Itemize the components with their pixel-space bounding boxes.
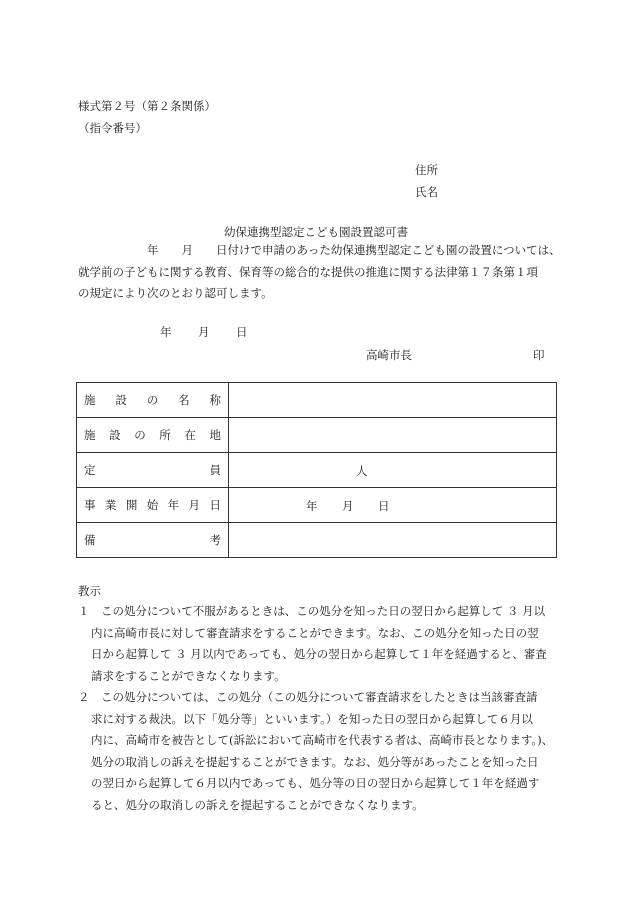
label-spread <box>84 532 221 548</box>
notice-line <box>78 687 558 709</box>
command-number: （指令番号） <box>78 121 147 135</box>
label-char: 事 <box>84 498 96 512</box>
notice-line: 内に高崎市長に対して審査請求をすることができます。なお、この処分を知った日の翌 <box>91 625 539 640</box>
label-char: 所 <box>159 428 171 442</box>
label-char: 施 <box>84 393 96 407</box>
date-year: 年 <box>160 325 172 339</box>
start-date-value <box>229 488 557 523</box>
label-char: 設 <box>115 393 127 407</box>
label-char: 地 <box>209 428 221 442</box>
label-char: 月 <box>188 498 201 512</box>
label-char: 備 <box>84 533 96 547</box>
label-spread <box>84 392 221 408</box>
label-char: の <box>134 428 146 442</box>
label-char: 施 <box>84 428 96 442</box>
facility-address-value <box>229 418 557 453</box>
notice-text: この処分については、この処分（この処分について審査請求をしたときは当該審査請 <box>101 690 538 704</box>
label-char: 定 <box>84 463 96 477</box>
notice-line: の翌日から起算して６月以内であっても、処分等の日の翌日から起算して１年を経過す <box>91 776 540 790</box>
remarks-value <box>229 523 557 558</box>
table-label-capacity <box>77 453 229 488</box>
start-date-year: 年 <box>306 499 318 513</box>
label-char: の <box>146 393 159 407</box>
notice-item-2 <box>78 687 558 816</box>
table-label-facility-address <box>77 418 229 453</box>
label-char: 業 <box>104 498 117 512</box>
date-month: 月 <box>198 325 210 339</box>
notice-number: １ <box>78 604 90 618</box>
table-row <box>77 488 557 523</box>
body-line: 年 月 日付けで申請のあった幼保連携型認定こども園の設置については、 <box>78 243 561 257</box>
label-char: 開 <box>125 498 138 512</box>
issue-date <box>160 324 248 340</box>
label-char: 名 <box>178 393 190 407</box>
facility-table <box>76 382 557 558</box>
document-body <box>78 240 561 305</box>
body-line: 就学前の子どもに関する教育、保育等の総合的な提供の推進に関する法律第１７条第１項 <box>78 264 538 279</box>
table-row <box>77 453 557 488</box>
notice-line: 請求をすることができなくなります。 <box>91 668 286 683</box>
name-label: 氏名 <box>415 185 438 199</box>
table-label-remarks <box>77 523 229 558</box>
document-title: 幼保連携型認定こども園設置認可書 <box>224 225 408 239</box>
table-row <box>77 383 557 418</box>
seal-mark: 印 <box>533 348 545 362</box>
notice-line: 求に対する裁決。以下「処分等」といいます。）を知った日の翌日から起算して６月以 <box>91 711 533 726</box>
notice-text: この処分について不服があるときは、この処分を知った日の翌日から起算して ３ 月以 <box>101 604 546 618</box>
start-date-day: 日 <box>378 499 390 513</box>
label-spread <box>84 497 221 513</box>
capacity-unit: 人 <box>356 464 368 478</box>
issuer-name: 高崎市長 <box>366 348 412 362</box>
notice-title: 教示 <box>78 584 101 598</box>
notice-line: 内に、高崎市を被告として(訴訟において高崎市を代表する者は、高崎市長となります。)、 <box>91 733 554 747</box>
address-label: 住所 <box>415 163 438 177</box>
start-date-ymd <box>306 498 390 514</box>
start-date-month: 月 <box>342 499 354 513</box>
table-label-facility-name <box>77 383 229 418</box>
notice-line: ると、処分の取消しの訴えを提起することができなくなります。 <box>91 797 424 812</box>
label-char: 日 <box>209 498 221 512</box>
date-day: 日 <box>236 325 248 339</box>
capacity-value <box>229 453 557 488</box>
label-spread <box>84 462 221 478</box>
table-row <box>77 418 557 453</box>
label-char: 称 <box>209 393 221 407</box>
notice-line: 処分の取消しの訴えを提起することができます。なお、処分等があったことを知った日 <box>91 754 539 769</box>
notice-line <box>78 601 558 623</box>
notice-number: ２ <box>78 690 90 704</box>
facility-name-value <box>229 383 557 418</box>
label-char: 員 <box>209 463 221 477</box>
notice-item-1 <box>78 601 558 687</box>
table-label-start-date <box>77 488 229 523</box>
form-number: 様式第２号（第２条関係） <box>78 99 216 113</box>
body-line: の規定により次のとおり認可します。 <box>78 286 273 300</box>
label-char: 始 <box>146 498 159 512</box>
label-char: 在 <box>184 428 196 442</box>
table-row <box>77 523 557 558</box>
label-char: 設 <box>109 428 121 442</box>
label-spread <box>84 427 221 443</box>
notice-line: 日から起算して ３ 月以内であっても、処分の翌日から起算して１年を経過すると、審査 <box>91 647 547 661</box>
label-char: 考 <box>209 533 221 547</box>
label-char: 年 <box>167 498 180 512</box>
